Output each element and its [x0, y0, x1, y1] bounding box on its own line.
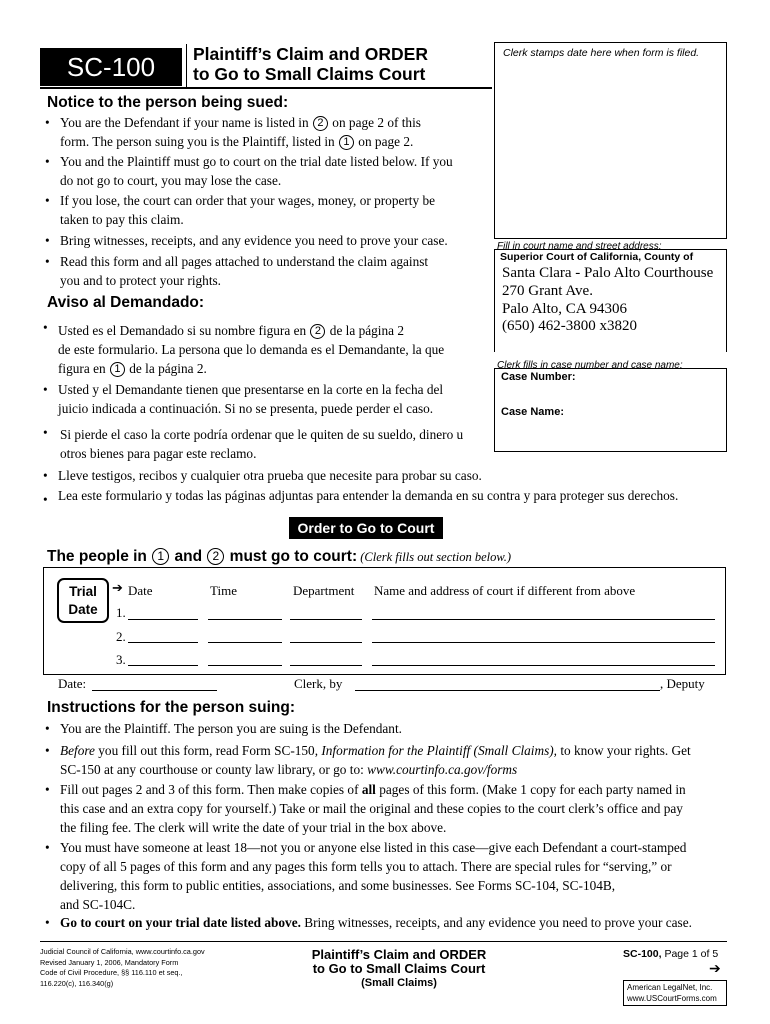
col-address: Name and address of court if different from above [374, 583, 636, 598]
party-1-circle: 1 [152, 548, 169, 565]
row-3-time-field[interactable] [208, 665, 282, 666]
notice-item-3: • If you lose, the court can order that your wages, money, or property be taken to pay this claim. [45, 193, 436, 227]
stamp-note: Clerk stamps date here when form is filed. [503, 47, 700, 59]
people-heading: The people in 1 and 2 must go to court: (Clerk fills out section below.) [47, 548, 512, 565]
row-2-date-field[interactable] [128, 642, 198, 643]
notice-item-5: • Read this form and all pages attached to understand the claim against you and to protect your rights. [45, 254, 429, 288]
row-1-dept-field[interactable] [290, 619, 362, 620]
date-label: Date: [58, 676, 87, 691]
col-date: Date [128, 583, 153, 598]
party-2-circle: 2 [310, 324, 325, 339]
form-title-line2: to Go to Small Claims Court [193, 64, 426, 84]
court-phone: (650) 462-3800 x3820 [502, 318, 637, 334]
form-number: SC-100 [40, 48, 182, 86]
clerk-stamp-box [494, 42, 727, 239]
row-1-date-field[interactable] [128, 619, 198, 620]
aviso-heading: Aviso al Demandado: [47, 294, 205, 311]
row-2-time-field[interactable] [208, 642, 282, 643]
header-rule [40, 87, 492, 89]
party-1-circle: 1 [339, 135, 354, 150]
arrow-icon: ➔ [112, 580, 123, 595]
row-1-address-field[interactable] [372, 619, 715, 620]
row-3-dept-field[interactable] [290, 665, 362, 666]
court-street: 270 Grant Ave. [502, 283, 593, 299]
instruction-1: • You are the Plaintiff. The person you are suing is the Defendant. [45, 721, 402, 736]
row-1-time-field[interactable] [208, 619, 282, 620]
court-note: Fill in court name and street address: [497, 241, 662, 252]
header-divider [186, 44, 187, 88]
form-title [193, 44, 428, 84]
aviso-item-5: • Lea este formulario y todas las páginas adjuntas para entender la demanda en su contra y para proteger sus derechos. [43, 488, 679, 507]
notice-heading: Notice to the person being sued: [47, 94, 289, 111]
aviso-item-2: • Usted y el Demandante tienen que presentarse en la corte en la fecha del juicio indicada a continuación. Si no se presenta, puede perder el caso. [43, 382, 444, 416]
instruction-3: • Fill out pages 2 and 3 of this form. Then make copies of all pages of this form. (Make 1 copy for each party named in this case and an extra copy for yourself.) Take or mail the original and these copies to the court clerk’s office and pay the filing fee. The clerk will write the date of your trial in the box above. [45, 782, 686, 835]
form-title-line1: Plaintiff’s Claim and ORDER [193, 44, 428, 64]
instruction-4: • You must have someone at least 18—not you or anyone else listed in this case—give each Defendant a court-stamped copy of all 5 pages of this form and any pages this form tells you to attach. There are special rules for “serving,” or delivering, this form to public entities, associations, and some businesses. See Forms SC-104, SC-104B, and SC-104C. [45, 840, 687, 912]
aviso-item-1: • Usted es el Demandado si su nombre figura en 2 de la página 2 de este formulario. La persona que lo demanda es el Demandante, la que figura en 1 de la página 2. [43, 320, 445, 376]
row-2-dept-field[interactable] [290, 642, 362, 643]
court-city: Palo Alto, CA 94306 [502, 301, 628, 317]
row-3-number: 3. [116, 652, 126, 667]
party-1-circle: 1 [110, 362, 125, 377]
next-page-arrow-icon: ➔ [709, 962, 721, 977]
clerk-label: Clerk, by [294, 676, 343, 691]
case-name-label: Case Name: [501, 406, 564, 418]
publisher-box: American LegalNet, Inc. www.USCourtForms.com [623, 980, 727, 1006]
notice-item-4: • Bring witnesses, receipts, and any evidence you need to prove your case. [45, 233, 448, 248]
court-name: Santa Clara - Palo Alto Courthouse [502, 265, 714, 281]
col-department: Department [293, 583, 355, 598]
footer-page: SC-100, Page 1 of 5 [623, 948, 719, 960]
order-bar: Order to Go to Court [289, 517, 443, 539]
aviso-item-4: • Lleve testigos, recibos y cualquier otra prueba que necesite para probar su caso. [43, 468, 482, 483]
row-3-address-field[interactable] [372, 665, 715, 666]
instruction-2: • Before you fill out this form, read Form SC-150, Information for the Plaintiff (Small Claims), to know your rights. Get SC-150 at any courthouse or county law library, or go to: www.courtinfo.ca.gov/forms [45, 743, 691, 777]
party-2-circle: 2 [207, 548, 224, 565]
row-2-number: 2. [116, 629, 126, 644]
court-heading: Superior Court of California, County of [500, 251, 694, 263]
order-date-field[interactable] [92, 690, 217, 691]
aviso-item-3: • Si pierde el caso la corte podría ordenar que le quiten de su sueldo, dinero u otros bienes para pagar este reclamo. [43, 425, 464, 461]
party-2-circle: 2 [313, 116, 328, 131]
row-3-date-field[interactable] [128, 665, 198, 666]
clerk-signature-field[interactable] [355, 690, 660, 691]
row-1-number: 1. [116, 605, 126, 620]
case-number-label: Case Number: [501, 371, 576, 383]
notice-item-1: • You are the Defendant if your name is listed in 2 on page 2 of this form. The person suing you is the Plaintiff, listed in 1 on page 2. [45, 115, 421, 149]
row-2-address-field[interactable] [372, 642, 715, 643]
deputy-label: , Deputy [660, 676, 705, 691]
trial-date-badge: Trial Date [57, 578, 109, 623]
footer-rule [40, 941, 727, 942]
footer-title: Plaintiff’s Claim and ORDER to Go to Small Claims Court (Small Claims) [311, 947, 487, 989]
instruction-5: • Go to court on your trial date listed above. Bring witnesses, receipts, and any evidence you need to prove your case. [45, 915, 692, 930]
col-time: Time [210, 583, 237, 598]
case-note: Clerk fills in case number and case name: [497, 360, 683, 371]
footer-source: Judicial Council of California, www.courtinfo.ca.gov Revised January 1, 2006, Mandatory Form Code of Civil Procedure, §§ 116.110 et seq., 116.220(c), 116.340(g) [40, 947, 205, 988]
notice-item-2: • You and the Plaintiff must go to court on the trial date listed below. If you do not go to court, you may lose the case. [45, 154, 453, 188]
instructions-heading: Instructions for the person suing: [47, 699, 296, 716]
